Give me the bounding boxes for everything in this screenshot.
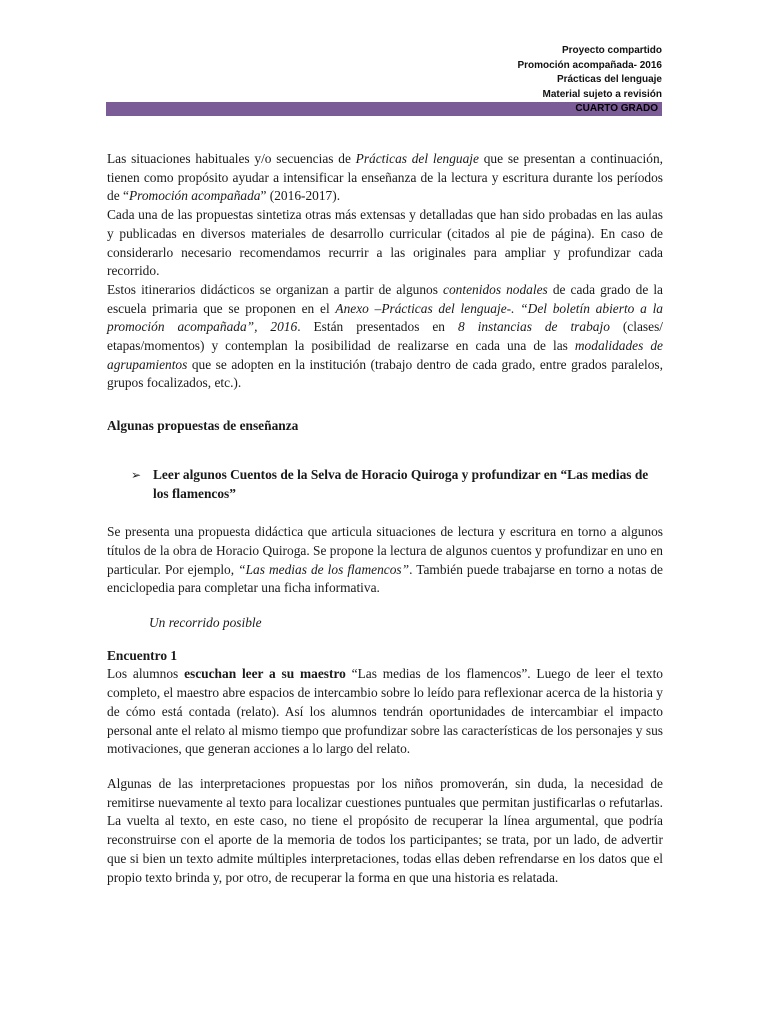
- document-body: [107, 150, 663, 887]
- encuentro-paragraph-2: Algunas de las interpretaciones propuestas por los niños promoverán, sin duda, la necesidad de remitirse nuevamente al texto para localizar cuestiones puntuales que permitan justificarlas o refutarlas. La vuelta al texto, en este caso, no tiene el propósito de recuperar la línea argumental, que podría reconstruirse con el aporte de la memoria de todos los participantes; se trata, por un lado, de advertir que si bien un texto admite múltiples interpretaciones, todas ellas deben refrendarse en los datos que el propio texto brinda y, por otro, de recuperar la forma en que una historia es relatada.: [107, 775, 663, 885]
- encuentro-paragraph-1: Los alumnos escuchan leer a su maestro “Las medias de los flamencos”. Luego de leer el texto completo, el maestro abre espacios de intercambio sobre lo leído para reflexionar acerca de la historia y de cómo está contada (relato). Así los alumnos tendrán oportunidades de intercambiar el impacto personal ante el relato al mismo tiempo que profundizar sobre las características de los personajes y sus motivaciones, que generan acciones a lo largo del relato.: [107, 666, 663, 757]
- section-title: Algunas propuestas de enseñanza: [107, 418, 299, 434]
- arrow-bullet-icon: ➢: [131, 467, 142, 482]
- intro-paragraph-3: Estos itinerarios didácticos se organizan a partir de algunos contenidos nodales de cada grado de la escuela primaria que se proponen en el Anexo –Prácticas del lenguaje-. “Del boletín abierto a la promoción acompañada”, 2016. Están presentados en 8 instancias de trabajo (clases/ etapas/momentos) y contemplan la posibilidad de realizarse en cada una de las modalidades de agrupamientos que se adopten en la institución (trabajo dentro de cada grado, entre grados paralelos, grupos focalizados, etc.).: [107, 281, 663, 391]
- intro-paragraph-1: Las situaciones habituales y/o secuencias de Prácticas del lenguaje que se presentan a continuación, tienen como propósito ayudar a intensificar la enseñanza de la lectura y escritura durante los períodos de “Promoción acompañada” (2016-2017).: [107, 151, 663, 204]
- header-line-subject: Prácticas del lenguaje: [556, 74, 662, 85]
- intro-paragraph-2: Cada una de las propuestas sintetiza otras más extensas y detalladas que han sido probadas en las aulas y publicadas en diversos materiales de desarrollo curricular (citados al pie de página). En caso de considerarlo necesario recomendamos recurrir a las originales para ampliar y profundizar cada recorrido.: [107, 207, 663, 279]
- proposal-bullet: [131, 466, 663, 503]
- encuentro-title: Encuentro 1: [107, 647, 178, 663]
- proposal-title: Leer algunos Cuentos de la Selva de Horacio Quiroga y profundizar en “Las medias de los flamencos”: [153, 466, 649, 501]
- proposal-paragraph: Se presenta una propuesta didáctica que articula situaciones de lectura y escritura en torno a algunos títulos de la obra de Horacio Quiroga. Se propone la lectura de algunos cuentos y profundizar en uno en particular. Por ejemplo, “Las medias de los flamencos”. También puede trabajarse en torno a notas de enciclopedia para completar una ficha informativa.: [107, 524, 663, 596]
- document-header: [518, 44, 663, 102]
- header-line-program: Promoción acompañada- 2016: [517, 59, 662, 71]
- route-label: Un recorrido posible: [149, 615, 262, 631]
- grade-banner: CUARTO GRADO: [106, 102, 662, 116]
- header-line-status: Material sujeto a revisión: [542, 88, 662, 100]
- header-line-project: Proyecto compartido: [561, 45, 662, 56]
